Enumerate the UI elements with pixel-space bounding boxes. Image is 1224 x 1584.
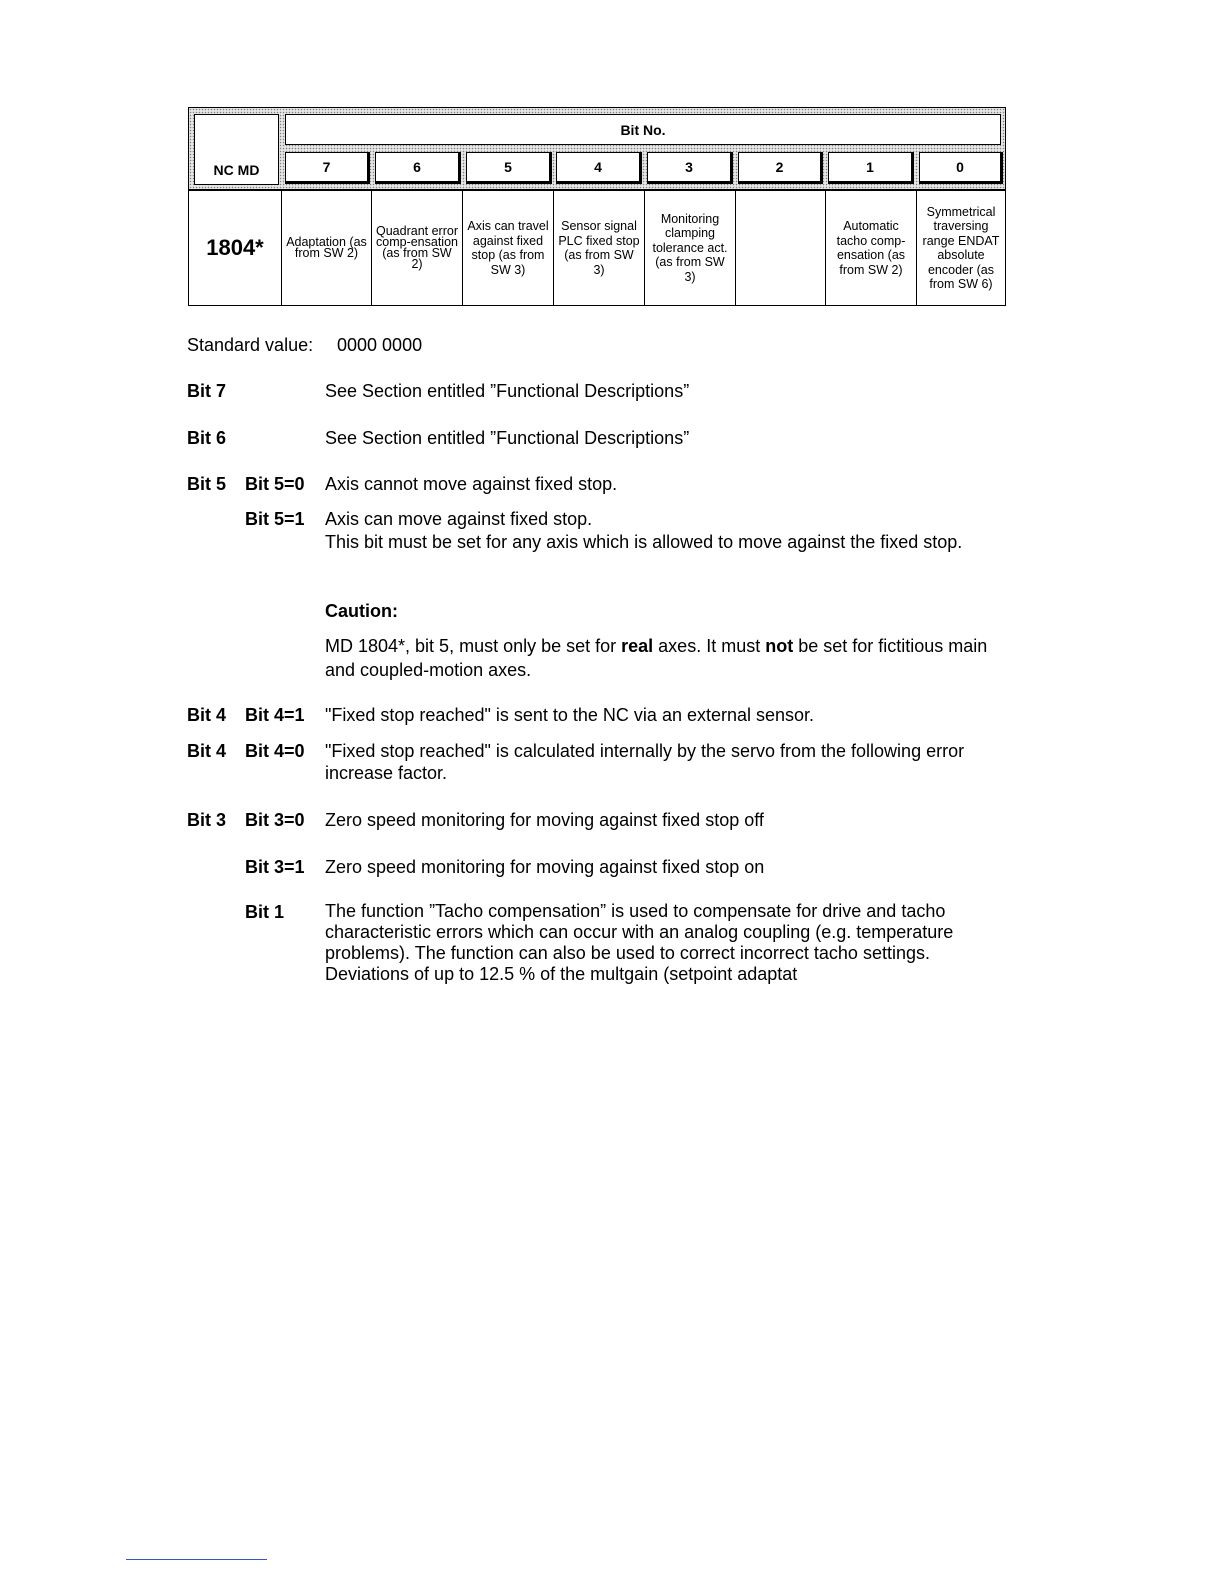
bit-6-label: Bit 6 — [187, 428, 227, 448]
bit-4-label-2: Bit 4 — [187, 741, 227, 761]
caution-heading: Caution: — [325, 601, 398, 621]
bit-1-header: 1 — [828, 152, 914, 184]
md-1804-row — [189, 191, 1005, 305]
caution-text: MD 1804*, bit 5, must only be set for real axes. It must not be set for fictitious main and coupled-motion axes. — [325, 636, 988, 680]
bit-6-description: Quadrant error comp-ensation (as from SW 2) — [376, 224, 458, 271]
standard-value: 0000 0000 — [337, 335, 423, 355]
bit-0-description: Symmetrical traversing range ENDAT absolute encoder (as from SW 6) — [922, 204, 1000, 291]
bit-4-0-text: "Fixed stop reached" is calculated internally by the servo from the following error increase factor. — [325, 741, 965, 783]
bit-7-label: Bit 7 — [187, 381, 227, 401]
bit-4-label: Bit 4 — [187, 705, 227, 725]
bit-7-header: 7 — [285, 152, 370, 184]
bit-5-0-label: Bit 5=0 — [245, 474, 305, 494]
standard-value-label: Standard value: — [187, 335, 314, 355]
bit-4-1-text: "Fixed stop reached" is sent to the NC via an external sensor. — [325, 705, 815, 725]
bit-3-label: Bit 3 — [187, 810, 227, 830]
bit-7-description: Adaptation (as from SW 2) — [286, 235, 367, 260]
bit-4-1-label: Bit 4=1 — [245, 705, 305, 725]
bit-6-header: 6 — [375, 152, 461, 184]
footnote-rule — [126, 1559, 267, 1560]
bit-no-header: Bit No. — [285, 114, 1001, 145]
machine-data-table — [188, 107, 1006, 306]
bit-3-header: 3 — [647, 152, 733, 184]
bit-1-description: Automatic tacho comp-ensation (as from SW 2) — [836, 219, 906, 277]
bit-7-text: See Section entitled ”Functional Descriptions” — [325, 381, 690, 401]
bit-5-header: 5 — [466, 152, 552, 184]
bit-5-0-text: Axis cannot move against fixed stop. — [325, 474, 618, 494]
bit-2-header: 2 — [738, 152, 823, 184]
bit-4-0-label: Bit 4=0 — [245, 741, 305, 761]
bit-3-1-label: Bit 3=1 — [245, 857, 305, 877]
bit-5-1-label: Bit 5=1 — [245, 509, 305, 529]
bit-3-0-label: Bit 3=0 — [245, 810, 305, 830]
bit-3-description: Monitoring clamping tolerance act. (as from SW 3) — [652, 211, 728, 284]
bit-4-description: Sensor signal PLC fixed stop (as from SW 3) — [558, 219, 640, 277]
bit-5-label: Bit 5 — [187, 474, 227, 494]
bit-4-header: 4 — [556, 152, 642, 184]
bit-1-text: The function ”Tacho compensation” is used to compensate for drive and tacho characteristic errors which can occur with an analog coupling (e.g. temperature problems). The function can also be used to correct incorrect tacho settings. Deviations of up to 12.5 % of the multgain (setpoint adaptat — [325, 901, 954, 984]
bit-3-1-text: Zero speed monitoring for moving against fixed stop on — [325, 857, 765, 877]
md-number: 1804* — [206, 235, 264, 260]
bit-5-1-text-line1: Axis can move against fixed stop. — [325, 509, 593, 529]
bit-1-label: Bit 1 — [245, 902, 285, 922]
bit-3-0-text: Zero speed monitoring for moving against fixed stop off — [325, 810, 764, 830]
bit-2-description — [736, 191, 825, 305]
bit-0-header: 0 — [919, 152, 1003, 184]
bit-6-text: See Section entitled ”Functional Descriptions” — [325, 428, 690, 448]
nc-md-header: NC MD — [194, 114, 279, 185]
bit-5-1-text-line2: This bit must be set for any axis which is allowed to move against the fixed stop. — [325, 532, 963, 552]
bit-5-description: Axis can travel against fixed stop (as from SW 3) — [467, 219, 549, 277]
